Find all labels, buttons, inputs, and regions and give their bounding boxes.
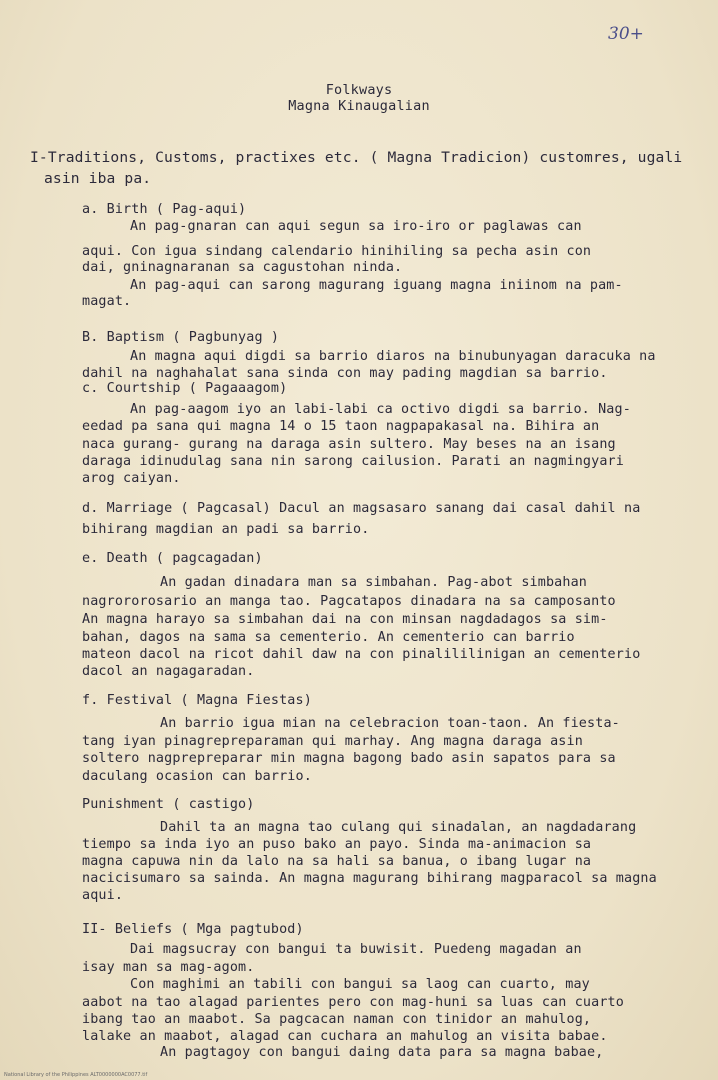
text-line: f. Festival ( Magna Fiestas) bbox=[82, 693, 312, 708]
text-line: d. Marriage ( Pagcasal) Dacul an magsasaro sanang dai casal dahil na bbox=[82, 501, 641, 516]
subtitle: Magna Kinaugalian bbox=[288, 98, 430, 114]
text-line: An pag-aqui can sarong magurang iguang magna iniinom na pam- bbox=[130, 278, 623, 293]
text-line: isay man sa mag-agom. bbox=[82, 960, 255, 975]
text-line: II- Beliefs ( Mga pagtubod) bbox=[82, 922, 304, 937]
text-line: dacol an nagagaradan. bbox=[82, 664, 255, 679]
text-line: dahil na naghahalat sana sinda con may pading magdian sa barrio. bbox=[82, 366, 608, 381]
text-line: dai, gninagnaranan sa cagustohan ninda. bbox=[82, 260, 403, 275]
text-line: An magna aqui digdi sa barrio diaros na binubunyagan daracuka na bbox=[130, 349, 656, 364]
text-line: a. Birth ( Pag-aqui) bbox=[82, 202, 247, 217]
text-line: tang iyan pinagrepreparaman qui marhay. Ang magna daraga asin bbox=[82, 734, 583, 749]
text-line: B. Baptism ( Pagbunyag ) bbox=[82, 330, 280, 345]
text-line: aqui. Con igua sindang calendario hinihiling sa pecha asin con bbox=[82, 244, 592, 259]
text-line: asin iba pa. bbox=[44, 170, 152, 187]
text-line: soltero nagprepreparar min magna bagong bado asin sapatos para sa bbox=[82, 751, 616, 766]
text-line: nagrororosario an manga tao. Pagcatapos dinadara na sa camposanto bbox=[82, 594, 616, 609]
scan-footer: National Library of the Philippines ALT0000000AC0077.tif bbox=[4, 1072, 148, 1078]
text-line: c. Courtship ( Pagaaagom) bbox=[82, 381, 288, 396]
text-line: eedad pa sana qui magna 14 o 15 taon nagpapakasal na. Bihira an bbox=[82, 419, 600, 434]
text-line: magat. bbox=[82, 294, 132, 309]
text-line: aqui. bbox=[82, 888, 124, 903]
text-line: bahan, dagos na sama sa cementerio. An cementerio can barrio bbox=[82, 630, 575, 645]
text-line: I-Traditions, Customs, practixes etc. ( Magna Tradicion) customres, ugali bbox=[30, 149, 683, 166]
text-line: arog caiyan. bbox=[82, 471, 181, 486]
text-line: ibang tao an maabot. Sa pagcacan naman con tinidor an mahulog, bbox=[82, 1012, 592, 1027]
text-line: Dai magsucray con bangui ta buwisit. Puedeng magadan an bbox=[130, 942, 582, 957]
page-number: 30+ bbox=[608, 24, 644, 44]
text-line: An pagtagoy con bangui daing data para sa magna babae, bbox=[160, 1045, 604, 1060]
text-line: naca gurang- gurang na daraga asin sultero. May beses na an isang bbox=[82, 437, 616, 452]
title: Folkways bbox=[325, 82, 393, 98]
text-line: aabot na tao alagad parientes pero con mag-huni sa luas can cuarto bbox=[82, 995, 624, 1010]
text-line: nacicisumaro sa sainda. An magna magurang bihirang magparacol sa magna bbox=[82, 871, 657, 886]
text-line: daculang ocasion can barrio. bbox=[82, 769, 312, 784]
text-line: An pag-aagom iyo an labi-labi ca octivo digdi sa barrio. Nag- bbox=[130, 402, 631, 417]
text-line: Punishment ( castigo) bbox=[82, 797, 255, 812]
text-line: tiempo sa inda iyo an puso bako an payo. Sinda ma-animacion sa bbox=[82, 837, 592, 852]
text-line: magna capuwa nin da lalo na sa hali sa banua, o ibang lugar na bbox=[82, 854, 592, 869]
text-line: mateon dacol na ricot dahil daw na con pinalililinigan an cementerio bbox=[82, 647, 641, 662]
text-line: Dahil ta an magna tao culang qui sinadalan, an nagdadarang bbox=[160, 820, 637, 835]
text-line: e. Death ( pagcagadan) bbox=[82, 551, 263, 566]
text-line: daraga idinudulag sana nin sarong cailusion. Parati an nagmingyari bbox=[82, 454, 624, 469]
text-line: An gadan dinadara man sa simbahan. Pag-abot simbahan bbox=[160, 575, 588, 590]
text-line: Con maghimi an tabili con bangui sa laog can cuarto, may bbox=[130, 977, 590, 992]
text-line: lalake an maabot, alagad can cuchara an mahulog an visita babae. bbox=[82, 1029, 608, 1044]
text-line: bihirang magdian an padi sa barrio. bbox=[82, 522, 370, 537]
text-line: An magna harayo sa simbahan dai na con minsan nagdadagos sa sim- bbox=[82, 612, 608, 627]
text-line: An pag-gnaran can aqui segun sa iro-iro or paglawas can bbox=[130, 219, 582, 234]
text-line: An barrio igua mian na celebracion toan-taon. An fiesta- bbox=[160, 716, 620, 731]
